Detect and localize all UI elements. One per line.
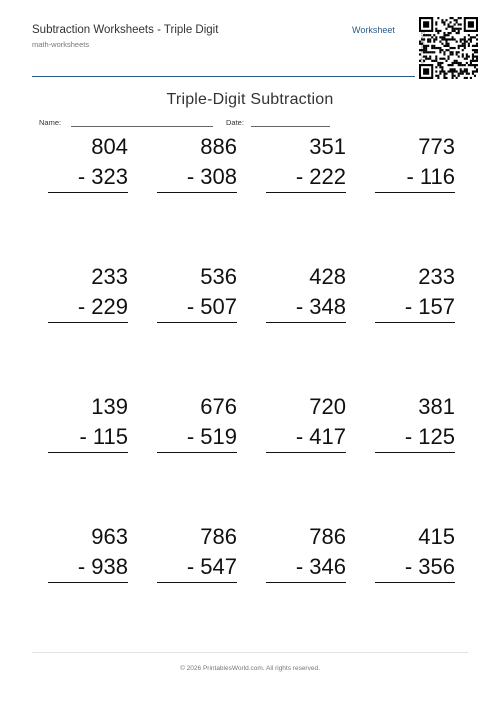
minuend: 773 — [418, 134, 455, 159]
subtraction-problem — [48, 262, 128, 323]
subtraction-problem — [375, 522, 455, 583]
minuend: 536 — [200, 264, 237, 289]
minuend: 963 — [91, 524, 128, 549]
subtraction-problem — [375, 262, 455, 323]
subtraction-problem — [48, 522, 128, 583]
subtrahend: - 507 — [157, 292, 237, 323]
minuend: 720 — [309, 394, 346, 419]
subtrahend: - 229 — [48, 292, 128, 323]
document-title: Subtraction Worksheets - Triple Digit — [32, 24, 219, 36]
subtrahend: - 346 — [266, 552, 346, 583]
minuend: 786 — [200, 524, 237, 549]
minuend: 676 — [200, 394, 237, 419]
worksheet-link[interactable]: Worksheet — [352, 25, 395, 35]
subtrahend: - 519 — [157, 422, 237, 453]
subtraction-problem — [266, 392, 346, 453]
minuend: 886 — [200, 134, 237, 159]
subtrahend: - 116 — [375, 162, 455, 193]
minuend: 804 — [91, 134, 128, 159]
subtrahend: - 157 — [375, 292, 455, 323]
minuend: 381 — [418, 394, 455, 419]
minuend: 786 — [309, 524, 346, 549]
worksheet-title: Triple-Digit Subtraction — [166, 91, 334, 108]
subtraction-problem — [157, 132, 237, 193]
subtraction-problem — [48, 392, 128, 453]
subtrahend: - 308 — [157, 162, 237, 193]
footer-divider — [32, 652, 468, 653]
minuend: 415 — [418, 524, 455, 549]
subtrahend: - 115 — [48, 422, 128, 453]
subtraction-problem — [48, 132, 128, 193]
minuend: 351 — [309, 134, 346, 159]
subtraction-problem — [375, 392, 455, 453]
date-field[interactable] — [251, 126, 330, 127]
subtrahend: - 323 — [48, 162, 128, 193]
name-label: Name: — [39, 118, 62, 127]
subtraction-problem — [157, 262, 237, 323]
subtraction-problem — [266, 522, 346, 583]
page-header — [32, 0, 468, 80]
minuend: 233 — [418, 264, 455, 289]
subtraction-problem — [266, 262, 346, 323]
qr-code-icon[interactable] — [419, 17, 478, 79]
subtraction-problem — [157, 522, 237, 583]
subtrahend: - 417 — [266, 422, 346, 453]
subtrahend: - 222 — [266, 162, 346, 193]
date-label: Date: — [226, 118, 244, 127]
header-divider — [32, 76, 415, 77]
subtrahend: - 348 — [266, 292, 346, 323]
footer-copyright: © 2026 PrintablesWorld.com. All rights reserved. — [180, 665, 320, 672]
subtrahend: - 547 — [157, 552, 237, 583]
verify-answers-label: Verify answers — [420, 31, 427, 71]
minuend: 233 — [91, 264, 128, 289]
subtraction-problem — [266, 132, 346, 193]
document-subtitle: math-worksheets — [32, 40, 90, 49]
name-field[interactable] — [71, 126, 213, 127]
subtrahend: - 938 — [48, 552, 128, 583]
subtraction-problem — [157, 392, 237, 453]
minuend: 428 — [309, 264, 346, 289]
subtrahend: - 125 — [375, 422, 455, 453]
subtrahend: - 356 — [375, 552, 455, 583]
subtraction-problem — [375, 132, 455, 193]
minuend: 139 — [91, 394, 128, 419]
